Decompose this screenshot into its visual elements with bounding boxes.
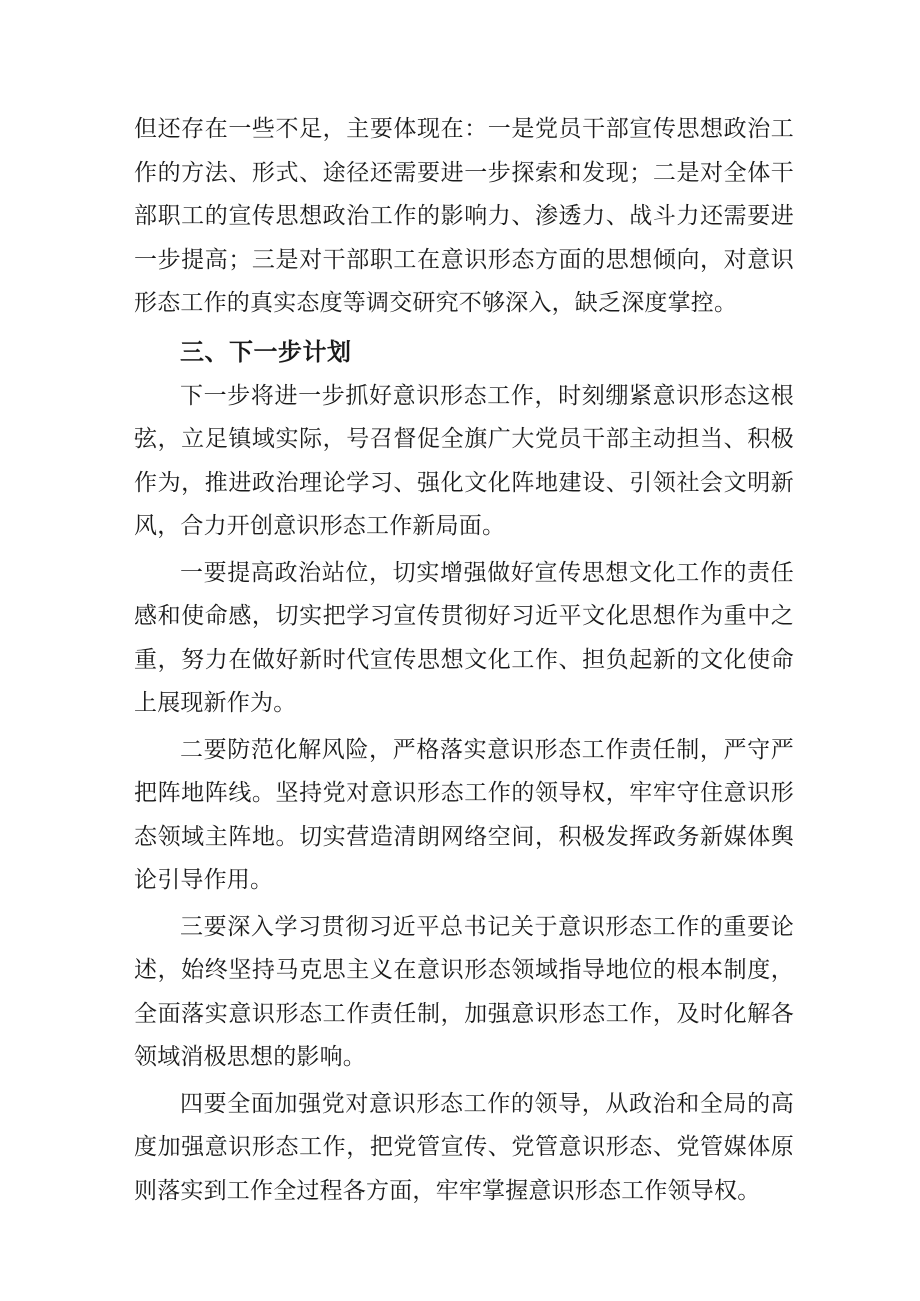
paragraph-next-steps: 下一步将进一步抓好意识形态工作，时刻绷紧意识形态这根弦，立足镇域实际，号召督促全旗广大党员干部主动担当、积极作为，推进政治理论学习、强化文化阵地建设、引领社会文明新风，合力开创意识形态工作新局面。 [134,382,794,539]
document-page [134,108,794,1213]
paragraph-point-four: 四要全面加强党对意识形态工作的领导，从政治和全局的高度加强意识形态工作，把党管宣传、党管意识形态、党管媒体原则落实到工作全过程各方面，牢牢掌握意识形态工作领导权。 [134,1090,794,1204]
paragraph-point-one: 一要提高政治站位，切实增强做好宣传思想文化工作的责任感和使命感，切实把学习宣传贯彻好习近平文化思想作为重中之重，努力在做好新时代宣传思想文化工作、担负起新的文化使命上展现新作为。 [134,559,794,716]
paragraph-point-two: 二要防范化解风险，严格落实意识形态工作责任制，严守严把阵地阵线。坚持党对意识形态工作的领导权，牢牢守住意识形态领域主阵地。切实营造清朗网络空间，积极发挥政务新媒体舆论引导作用。 [134,736,794,893]
paragraph-point-three: 三要深入学习贯彻习近平总书记关于意识形态工作的重要论述，始终坚持马克思主义在意识形态领域指导地位的根本制度，全面落实意识形态工作责任制，加强意识形态工作，及时化解各领域消极思想的影响。 [134,913,794,1070]
section-heading: 三、下一步计划 [180,337,352,366]
paragraph-continuation: 但还存在一些不足，主要体现在：一是党员干部宣传思想政治工作的方法、形式、途径还需要进一步探索和发现；二是对全体干部职工的宣传思想政治工作的影响力、渗透力、战斗力还需要进一步提高；三是对干部职工在意识形态方面的思想倾向，对意识形态工作的真实态度等调交研究不够深入，缺乏深度掌控。 [134,116,794,316]
